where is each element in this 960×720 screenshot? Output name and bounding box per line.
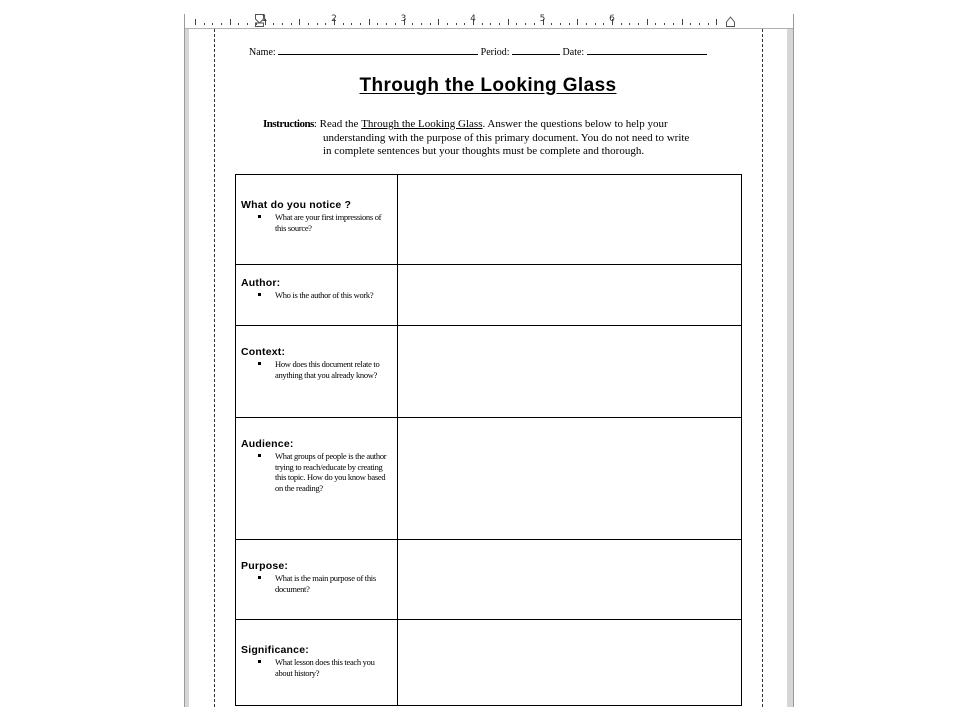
- question-bullet: What are your first impressions of this source?: [258, 212, 393, 233]
- ruler-tick: [212, 23, 213, 25]
- table-row: [236, 175, 742, 265]
- ruler-tick: [534, 23, 535, 25]
- instructions-line1-pre: : Read the: [313, 118, 359, 130]
- ruler-tick: [490, 23, 491, 25]
- instructions-first-line: [263, 118, 733, 132]
- ruler-tick: [560, 23, 561, 25]
- table-row: [236, 326, 742, 418]
- reading-title-link: Through the Looking Glass: [361, 118, 483, 130]
- instructions-block: [263, 118, 733, 159]
- ruler-tick: [421, 23, 422, 25]
- ruler-tick: [299, 19, 300, 25]
- ruler-tick: [708, 23, 709, 25]
- question-heading: Purpose:: [241, 560, 289, 572]
- instructions-continued: [263, 132, 733, 159]
- ruler-tick: [551, 23, 552, 25]
- ruler-tick: [516, 23, 517, 25]
- question-heading: What do you notice ?: [241, 199, 352, 211]
- left-margin-guide: [214, 29, 215, 707]
- table-row: [236, 418, 742, 540]
- ruler-tick: [386, 23, 387, 25]
- ruler-number: 2: [331, 14, 337, 24]
- date-blank: [587, 44, 707, 55]
- ruler-number: 5: [539, 14, 546, 24]
- ruler-tick: [377, 23, 378, 25]
- ruler-tick: [308, 23, 309, 25]
- ruler-number: 1: [261, 14, 268, 24]
- instructions-line2: understanding with the purpose of this primary document. You do not need to write: [323, 131, 690, 144]
- ruler-tick: [508, 19, 509, 25]
- question-bullets: [241, 657, 393, 678]
- period-blank: [512, 44, 560, 55]
- question-bullets: [241, 212, 393, 233]
- ruler-tick: [699, 23, 700, 25]
- ruler-tick: [690, 23, 691, 25]
- ruler-tick: [577, 19, 578, 25]
- instructions-label: Instructions: [263, 118, 314, 130]
- ruler-number: 6: [609, 14, 615, 24]
- ruler-tick: [682, 19, 683, 25]
- answer-cell-purpose[interactable]: [398, 540, 742, 620]
- ruler-tick: [360, 23, 361, 25]
- question-bullet: What is the main purpose of this document?: [258, 573, 393, 594]
- ruler-tick: [586, 23, 587, 25]
- question-heading: Audience:: [241, 438, 294, 450]
- ruler-tick: [325, 23, 326, 25]
- ruler-tick: [369, 19, 370, 25]
- question-bullet: Who is the author of this work?: [258, 290, 393, 301]
- ruler-tick: [569, 23, 570, 25]
- ruler-tick: [395, 23, 396, 25]
- ruler-tick: [343, 23, 344, 25]
- ruler-tick: [351, 23, 352, 25]
- ruler-tick: [238, 23, 239, 25]
- ruler-tick: [603, 23, 604, 25]
- question-bullets: [241, 290, 393, 301]
- right-indent-marker-icon[interactable]: [726, 14, 735, 27]
- ruler-tick: [317, 23, 318, 25]
- ruler-tick: [664, 23, 665, 25]
- period-label: Period:: [480, 47, 510, 58]
- answer-cell-author[interactable]: [398, 265, 742, 326]
- horizontal-ruler[interactable]: [185, 14, 793, 29]
- ruler-scale: [191, 14, 787, 28]
- table-row: [236, 265, 742, 326]
- ruler-tick: [447, 23, 448, 25]
- answer-cell-significance[interactable]: [398, 620, 742, 706]
- document-title: [189, 75, 787, 97]
- question-heading: Significance:: [241, 644, 309, 656]
- ruler-tick: [247, 23, 248, 25]
- ruler-tick: [430, 23, 431, 25]
- ruler-tick: [412, 23, 413, 25]
- question-cell-audience: [236, 418, 398, 540]
- ruler-number: 3: [400, 14, 407, 24]
- ruler-tick: [464, 23, 465, 25]
- ruler-tick: [673, 23, 674, 25]
- question-cell-notice: [236, 175, 398, 265]
- ruler-tick: [221, 23, 222, 25]
- ruler-tick: [456, 23, 457, 25]
- right-margin-guide: [762, 29, 763, 707]
- date-label: Date:: [562, 47, 585, 58]
- table-row: [236, 620, 742, 706]
- ruler-tick: [482, 23, 483, 25]
- ruler-tick: [638, 23, 639, 25]
- question-bullets: [241, 451, 393, 493]
- document-page[interactable]: [189, 29, 787, 707]
- document-title-text: Through the Looking Glass: [359, 75, 617, 96]
- question-bullet: What lesson does this teach you about history?: [258, 657, 393, 678]
- ruler-tick: [499, 23, 500, 25]
- question-bullet: How does this document relate to anything that you already know?: [258, 359, 393, 380]
- question-table: [235, 174, 742, 706]
- instructions-line3: in complete sentences but your thoughts must be complete and thorough.: [323, 145, 645, 157]
- question-cell-significance: [236, 620, 398, 706]
- ruler-tick: [204, 23, 205, 25]
- question-bullet: What groups of people is the author trying to reach/educate by creating this topic. How do you know based on the reading?: [258, 451, 393, 493]
- answer-cell-audience[interactable]: [398, 418, 742, 540]
- ruler-tick: [595, 23, 596, 25]
- ruler-tick: [195, 19, 196, 25]
- ruler-tick: [525, 23, 526, 25]
- ruler-tick: [647, 19, 648, 25]
- question-cell-author: [236, 265, 398, 326]
- question-bullets: [241, 359, 393, 380]
- ruler-tick: [273, 23, 274, 25]
- ruler-tick: [282, 23, 283, 25]
- document-editor: [184, 14, 794, 707]
- ruler-tick: [621, 23, 622, 25]
- ruler-tick: [438, 19, 439, 25]
- ruler-tick: [291, 23, 292, 25]
- student-info-line: [249, 44, 729, 60]
- answer-cell-notice[interactable]: [398, 175, 742, 265]
- ruler-tick: [716, 19, 717, 25]
- question-heading: Author:: [241, 277, 281, 289]
- ruler-tick: [256, 23, 257, 25]
- question-bullets: [241, 573, 393, 594]
- ruler-tick: [230, 19, 231, 25]
- name-label: Name:: [249, 47, 276, 58]
- question-cell-purpose: [236, 540, 398, 620]
- answer-cell-context[interactable]: [398, 326, 742, 418]
- question-cell-context: [236, 326, 398, 418]
- ruler-number: 4: [470, 14, 476, 24]
- ruler-tick: [629, 23, 630, 25]
- ruler-tick: [655, 23, 656, 25]
- instructions-line1-post: . Answer the questions below to help your: [482, 118, 668, 130]
- table-row: [236, 540, 742, 620]
- question-heading: Context:: [241, 346, 286, 358]
- name-blank: [278, 44, 478, 55]
